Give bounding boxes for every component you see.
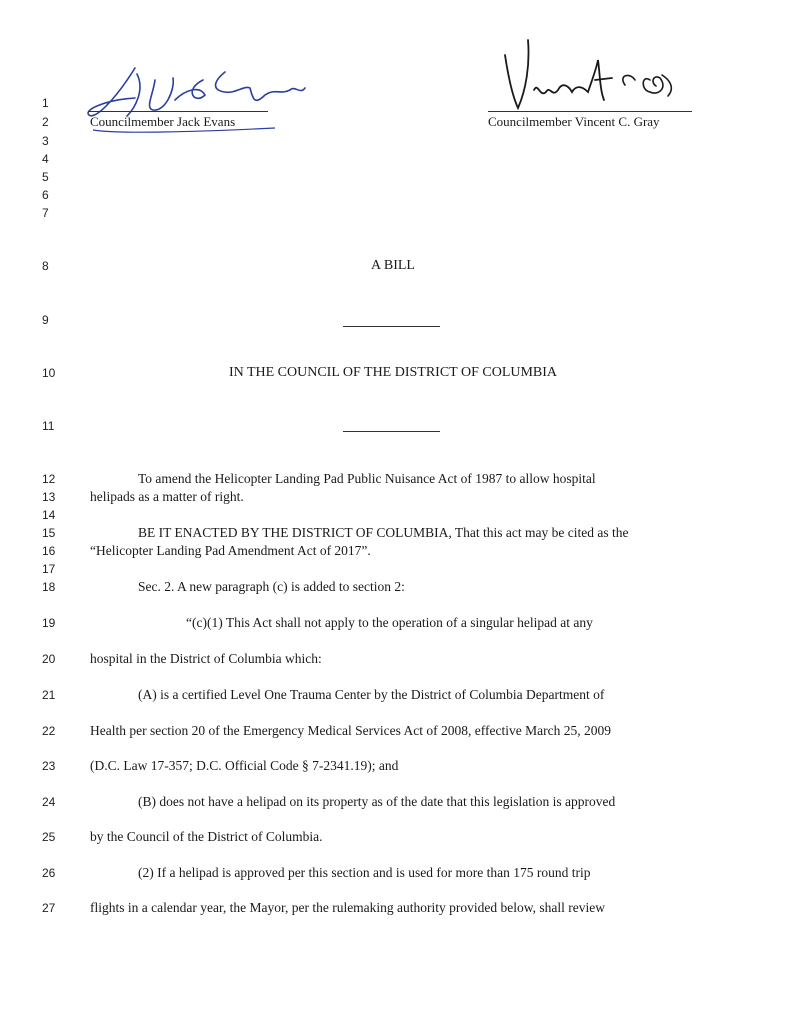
line-number: 17 [42,562,56,576]
gray-name: Councilmember Vincent C. Gray [488,114,660,129]
subparagraph-b: (B) does not have a helipad on its property as of the date that this legislation is approved [138,794,616,809]
line-number: 20 [42,652,56,666]
evans-name: Councilmember Jack Evans [90,114,236,129]
line-number: 5 [42,170,49,184]
section-2-heading: Sec. 2. A new paragraph (c) is added to section 2: [138,579,405,594]
line-number: 22 [42,724,56,738]
body-line-22: Health per section 20 of the Emergency Medical Services Act of 2008, effective March 25, 2009 [90,723,611,738]
line-number: 19 [42,616,56,630]
line-number: 11 [42,419,55,433]
line-number: 13 [42,490,56,504]
council-heading: IN THE COUNCIL OF THE DISTRICT OF COLUMBIA [228,365,558,380]
line-number: 8 [42,259,49,273]
line-number: 2 [42,115,49,129]
line-number: 27 [42,901,56,915]
enacting-line-1: BE IT ENACTED BY THE DISTRICT OF COLUMBIA, That this act may be cited as the [138,525,629,540]
subparagraph-a: (A) is a certified Level One Trauma Center by the District of Columbia Department of [138,687,605,702]
line-number: 25 [42,830,56,844]
line-number: 16 [42,544,56,558]
line-number: 14 [42,508,56,522]
bill-rule-1 [343,326,440,327]
line-number: 26 [42,866,56,880]
line-number: 6 [42,188,49,202]
body-line-20: hospital in the District of Columbia which: [90,651,322,666]
bill-rule-2 [343,431,440,432]
evans-signature-line [88,111,268,112]
line-number: 4 [42,152,49,166]
title-line-1: To amend the Helicopter Landing Pad Public Nuisance Act of 1987 to allow hospital [138,471,596,486]
gray-signature [500,30,700,115]
line-number: 3 [42,134,49,148]
line-number: 15 [42,526,56,540]
title-line-2: helipads as a matter of right. [90,489,244,504]
line-number: 21 [42,688,56,702]
bill-heading: A BILL [371,258,415,273]
body-line-23: (D.C. Law 17-357; D.C. Official Code § 7-2341.19); and [90,758,399,773]
line-number: 12 [42,472,56,486]
gray-signature-line [488,111,692,112]
line-number: 10 [42,366,56,380]
line-number: 18 [42,580,56,594]
paragraph-2: (2) If a helipad is approved per this section and is used for more than 175 round trip [138,865,591,880]
paragraph-c1: “(c)(1) This Act shall not apply to the operation of a singular helipad at any [186,615,593,630]
body-line-27: flights in a calendar year, the Mayor, per the rulemaking authority provided below, shall review [90,900,605,915]
line-number: 1 [42,96,49,110]
enacting-line-2: “Helicopter Landing Pad Amendment Act of 2017”. [90,543,371,558]
line-number: 9 [42,313,49,327]
line-number: 24 [42,795,56,809]
body-line-25: by the Council of the District of Columbia. [90,829,323,844]
line-number: 7 [42,206,49,220]
line-number: 23 [42,759,56,773]
